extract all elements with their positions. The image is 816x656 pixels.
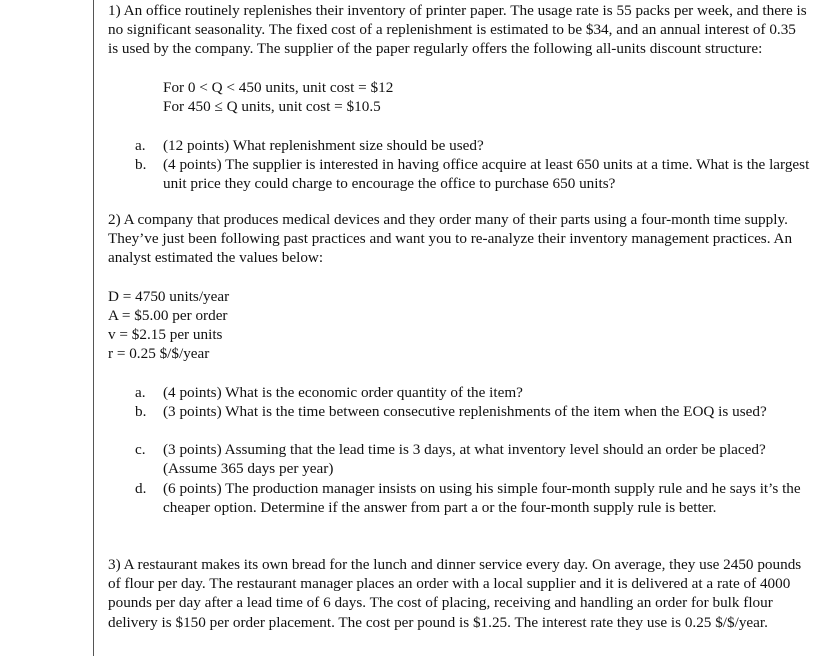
q1-part-b-text: (4 points) The supplier is interested in having office acquire at least 650 units at a time. What is the largest unit price they could charge to encourage the office to purchase 650 units? xyxy=(163,156,810,193)
q2-part-a xyxy=(135,383,815,402)
q2-given-unit-value: v = $2.15 per units xyxy=(108,326,223,343)
q2-part-a-label: a. xyxy=(135,384,146,401)
q1-discount-tier-2: For 450 ≤ Q units, unit cost = $10.5 xyxy=(163,98,381,115)
q1-part-a-label: a. xyxy=(135,137,146,154)
q2-part-d xyxy=(135,479,815,517)
q2-part-b xyxy=(135,402,815,421)
q1-discount-tier-1: For 0 < Q < 450 units, unit cost = $12 xyxy=(163,79,394,96)
q2-part-c xyxy=(135,440,815,478)
q2-part-c-text: (3 points) Assuming that the lead time is 3 days, at what inventory level should an order be placed? (Assume 365 days per year) xyxy=(163,441,766,478)
q2-part-d-text: (6 points) The production manager insists on using his simple four-month supply rule and he says it’s the cheaper option. Determine if the answer from part a or the four-month supply rule is better. xyxy=(163,480,801,517)
q1-part-b-label: b. xyxy=(135,156,147,173)
q1-part-a xyxy=(135,136,815,155)
q2-stem: 2) A company that produces medical devices and they order many of their parts using a four-month time supply. They’ve just been following past practices and want you to re-analyze their inventory management practices. An analyst estimated the values below: xyxy=(108,211,793,267)
q2-given-order-cost: A = $5.00 per order xyxy=(108,307,228,324)
q2-given-demand: D = 4750 units/year xyxy=(108,288,230,305)
q2-part-d-label: d. xyxy=(135,480,147,497)
q2-part-b-label: b. xyxy=(135,403,147,420)
q1-stem: 1) An office routinely replenishes their inventory of printer paper. The usage rate is 55 packs per week, and there is no significant seasonality. The fixed cost of a replenishment is estimated to be $34, and an annual interest of 0.35 is used by the company. The supplier of the paper regularly offers the following all-units discount structure: xyxy=(108,2,807,58)
q3-stem: 3) A restaurant makes its own bread for the lunch and dinner service every day. On average, they use 2450 pounds of flour per day. The restaurant manager places an order with a local supplier and it is delivered at a rate of 4000 pounds per day after a lead time of 6 days. The cost of placing, receiving and handling an order for bulk flour delivery is $150 per order placement. The cost per pound is $1.25. The interest rate they use is 0.25 $/$/year. xyxy=(108,556,802,631)
q2-part-b-text: (3 points) What is the time between consecutive replenishments of the item when the EOQ is used? xyxy=(163,403,767,420)
q2-part-a-text: (4 points) What is the economic order quantity of the item? xyxy=(163,384,523,401)
left-margin-rule xyxy=(93,0,94,656)
q1-part-a-text: (12 points) What replenishment size should be used? xyxy=(163,137,484,154)
q1-part-b xyxy=(135,155,815,193)
q2-given-carrying-rate: r = 0.25 $/$/year xyxy=(108,345,210,362)
q2-part-c-label: c. xyxy=(135,441,146,458)
